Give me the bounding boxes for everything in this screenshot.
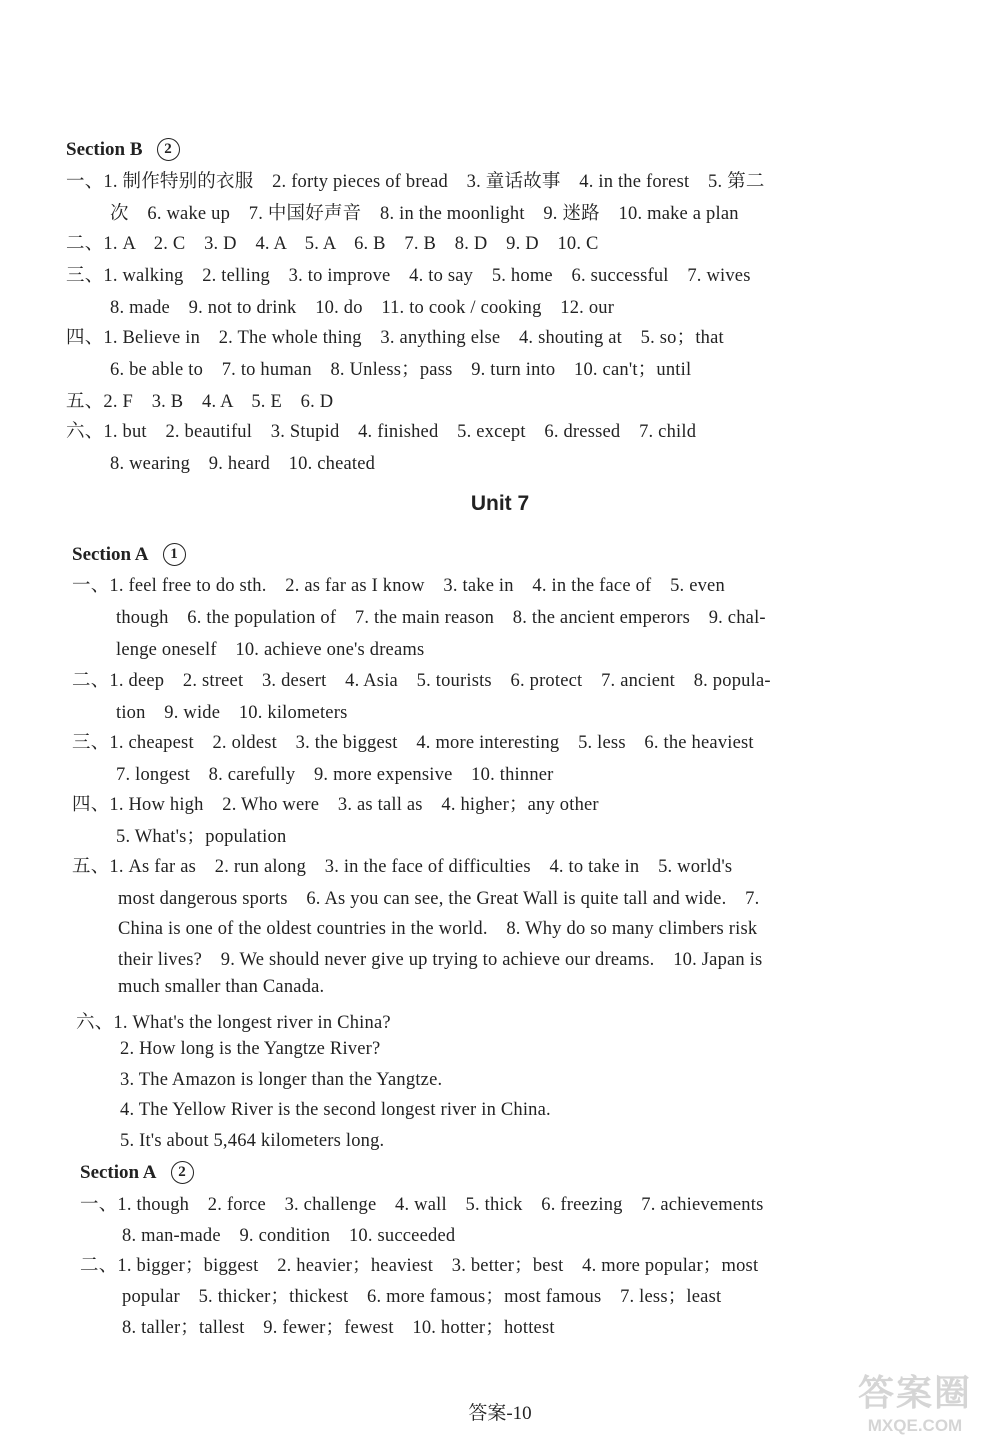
unit-title: Unit 7 (470, 492, 530, 515)
section-number-badge: 1 (163, 543, 186, 566)
answer-line: much smaller than Canada. (118, 977, 325, 997)
answer-line: 二、1. bigger；biggest 2. heavier；heaviest 3. better；best 4. more popular；most (80, 1256, 759, 1276)
section-a-2-heading (80, 1161, 194, 1184)
answer-line: 8. man-made 9. condition 10. succeeded (122, 1226, 456, 1246)
answer-line: 一、1. though 2. force 3. challenge 4. wall 5. thick 6. freezing 7. achievements (80, 1195, 764, 1215)
page-number: 答案-10 (468, 1403, 532, 1424)
answer-line: 二、1. A 2. C 3. D 4. A 5. A 6. B 7. B 8. D 9. D 10. C (66, 234, 599, 254)
answer-line: 8. wearing 9. heard 10. cheated (110, 454, 376, 474)
section-title: Section A (80, 1161, 157, 1183)
answer-line: lenge oneself 10. achieve one's dreams (116, 640, 425, 660)
watermark-logo (845, 1372, 985, 1444)
section-title: Section A (72, 543, 149, 565)
answer-line: though 6. the population of 7. the main reason 8. the ancient emperors 9. chal- (116, 608, 766, 628)
watermark-site-text: MXQE.COM (867, 1416, 963, 1435)
section-number-badge: 2 (157, 138, 180, 161)
answer-line: 一、1. feel free to do sth. 2. as far as I know 3. take in 4. in the face of 5. even (72, 576, 725, 596)
answer-line: 6. be able to 7. to human 8. Unless；pass 9. turn into 10. can't；until (110, 360, 692, 380)
answer-line: 五、1. As far as 2. run along 3. in the face of difficulties 4. to take in 5. world's (72, 857, 733, 877)
answer-line: 次 6. wake up 7. 中国好声音 8. in the moonlight 9. 迷路 10. make a plan (110, 204, 739, 224)
answer-line: 8. made 9. not to drink 10. do 11. to cook / cooking 12. our (110, 298, 615, 318)
section-b-2-heading (66, 138, 180, 161)
answer-line: China is one of the oldest countries in the world. 8. Why do so many climbers risk (118, 919, 758, 939)
answer-line: 二、1. deep 2. street 3. desert 4. Asia 5. tourists 6. protect 7. ancient 8. popula- (72, 671, 771, 691)
answer-line: 3. The Amazon is longer than the Yangtze. (120, 1070, 443, 1090)
section-number-badge: 2 (171, 1161, 194, 1184)
answer-line: tion 9. wide 10. kilometers (116, 703, 348, 723)
answer-line: 一、1. 制作特别的衣服 2. forty pieces of bread 3. 童话故事 4. in the forest 5. 第二 (66, 172, 765, 192)
answer-line: their lives? 9. We should never give up trying to achieve our dreams. 10. Japan is (118, 950, 763, 970)
section-title: Section B (66, 138, 143, 160)
answer-line: 5. What's；population (116, 827, 287, 847)
answer-line: most dangerous sports 6. As you can see, the Great Wall is quite tall and wide. 7. (118, 889, 760, 909)
answer-line: 2. How long is the Yangtze River? (120, 1039, 381, 1059)
answer-line: 5. It's about 5,464 kilometers long. (120, 1131, 385, 1151)
answer-line: 四、1. How high 2. Who were 3. as tall as 4. higher；any other (72, 795, 599, 815)
answer-line: 五、2. F 3. B 4. A 5. E 6. D (66, 392, 334, 412)
answer-line: 六、1. What's the longest river in China? (76, 1013, 391, 1033)
answer-line: popular 5. thicker；thickest 6. more famous；most famous 7. less；least (122, 1287, 722, 1307)
answer-line: 8. taller；tallest 9. fewer；fewest 10. hotter；hottest (122, 1318, 555, 1338)
answer-line: 4. The Yellow River is the second longest river in China. (120, 1100, 551, 1120)
section-a-1-heading (72, 543, 186, 566)
answer-line: 六、1. but 2. beautiful 3. Stupid 4. finished 5. except 6. dressed 7. child (66, 422, 697, 442)
watermark-logo-text: 答案圈 (857, 1373, 972, 1414)
answer-line: 7. longest 8. carefully 9. more expensive 10. thinner (116, 765, 554, 785)
answer-line: 三、1. walking 2. telling 3. to improve 4. to say 5. home 6. successful 7. wives (66, 266, 751, 286)
answer-line: 四、1. Believe in 2. The whole thing 3. anything else 4. shouting at 5. so；that (66, 328, 724, 348)
answer-line: 三、1. cheapest 2. oldest 3. the biggest 4. more interesting 5. less 6. the heaviest (72, 733, 754, 753)
